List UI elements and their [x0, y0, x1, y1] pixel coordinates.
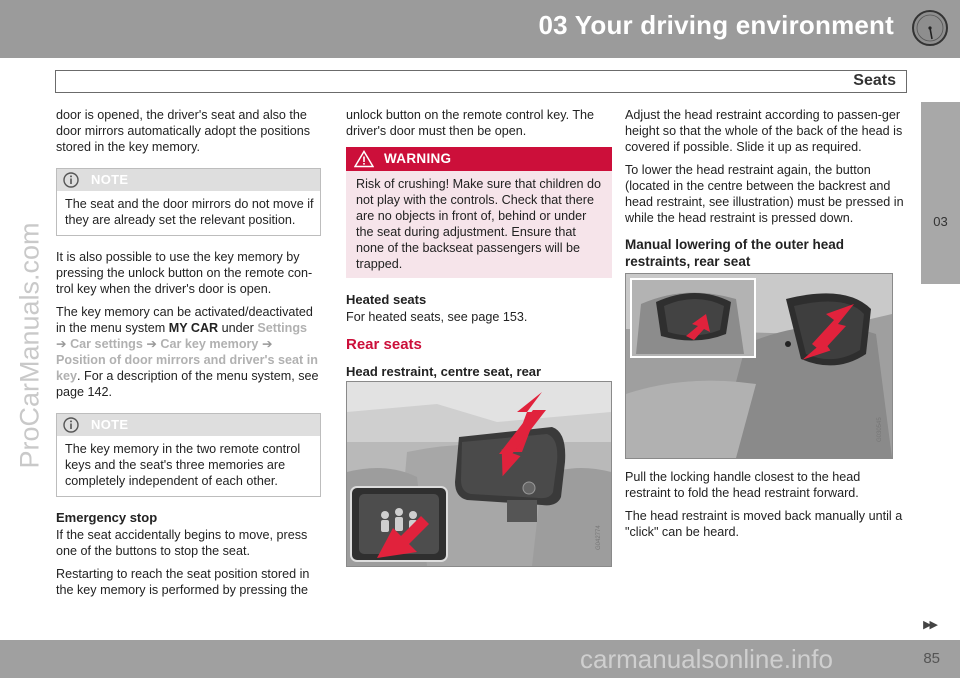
warning-text: Risk of crushing! Make sure that children do not play with the controls. Check that there are no objects in front of, behind or under the seat during adjustment. Ensure that none of the backseat passengers will be trapped. — [356, 177, 601, 271]
chapter-side-tab[interactable] — [921, 102, 960, 284]
section-title: Seats — [853, 72, 896, 89]
menu-key-memory: Car key memory — [160, 337, 259, 351]
column-2 — [346, 107, 612, 567]
paragraph: Restarting to reach the seat position stored in the key memory is performed by pressing the — [56, 567, 310, 597]
heading-emergency-stop: Emergency stop — [56, 510, 158, 525]
paragraph: Adjust the head restraint according to passen-ger height so that the whole of the back of the head is covered if possible. Slide it up as required. — [625, 108, 903, 154]
heading-rear-seats: Rear seats — [346, 336, 422, 353]
watermark-bottom: carmanualsonline.info — [580, 644, 833, 674]
note-label: NOTE — [91, 172, 129, 187]
paragraph: It is also possible to use the key memory by pressing the unlock button on the remote con-trol key when the driver's door is open. — [56, 250, 313, 296]
section-header — [55, 70, 907, 93]
menu-mycar: MY CAR — [168, 321, 219, 335]
warning-header — [346, 147, 612, 171]
note-text: The key memory in the two remote control keys and the seat's three memories are completely independent of each other. — [65, 442, 301, 488]
chapter-tab-number: 03 — [933, 214, 948, 229]
outer-head-restraint-illustration — [626, 274, 892, 458]
note-text: The seat and the door mirrors do not move if they are already set the relevant position. — [65, 197, 314, 227]
paragraph: unlock button on the remote control key. The driver's door must then be open. — [346, 108, 595, 138]
info-icon — [63, 172, 79, 188]
menu-settings: Settings — [257, 321, 308, 335]
header-bar — [0, 0, 960, 58]
info-icon — [63, 417, 79, 433]
paragraph: Pull the locking handle closest to the head restraint to fold the head restraint forward. — [625, 470, 861, 500]
paragraph: door is opened, the driver's seat and also the door mirrors automatically adopt the positions stored in the key memory. — [56, 108, 311, 154]
figure-id: G042774 — [596, 525, 602, 550]
chapter-title: 03 Your driving environment — [538, 10, 894, 40]
note-header — [57, 169, 320, 191]
heading-head-restraint-centre: Head restraint, centre seat, rear — [346, 364, 542, 379]
arrow-right-icon: ➔ — [56, 337, 67, 351]
heading-heated-seats: Heated seats — [346, 292, 427, 307]
note-box — [56, 168, 321, 236]
menu-car-settings: Car settings — [70, 337, 143, 351]
speedometer-icon — [910, 8, 950, 48]
paragraph: If the seat accidentally begins to move, press one of the buttons to stop the seat. — [56, 528, 308, 558]
note-box — [56, 413, 321, 497]
arrow-right-icon: ➔ — [146, 337, 157, 351]
arrow-right-icon: ➔ — [261, 337, 273, 351]
figure-id: G030545 — [877, 417, 883, 442]
note-header — [57, 414, 320, 436]
column-3 — [625, 107, 907, 547]
note-label: NOTE — [91, 417, 129, 432]
figure-outer-head-restraint — [625, 273, 893, 459]
figure-centre-head-restraint — [346, 381, 612, 567]
paragraph-menu-path: The key memory can be activated/deactivated in the menu system MY CAR under Settings ➔ Car settings ➔ Car key memory ➔ Position of door mirrors and driver's seat in key. For a description of the menu system, see page 142. — [56, 305, 319, 399]
warning-label: WARNING — [384, 151, 452, 166]
paragraph: To lower the head restraint again, the button (located in the centre between the backrest and head restraint, see illustration) must be pressed in while the head restraint is pressed down. — [625, 163, 904, 225]
column-1 — [56, 107, 321, 605]
paragraph: The head restraint is moved back manually until a "click" can be heard. — [625, 509, 903, 539]
page-number: 85 — [923, 650, 940, 667]
menu-position: Position of door mirrors and driver's seat in key — [56, 353, 318, 383]
centre-head-restraint-illustration — [347, 382, 611, 566]
paragraph: For heated seats, see page 153. — [346, 310, 528, 324]
watermark-side: ProCarManuals.com — [14, 222, 45, 469]
warning-triangle-icon — [354, 150, 374, 168]
heading-manual-lowering: Manual lowering of the outer head restraints, rear seat — [625, 237, 845, 269]
warning-box — [346, 147, 612, 278]
next-page-arrows-icon: ▶▶ — [923, 619, 936, 631]
